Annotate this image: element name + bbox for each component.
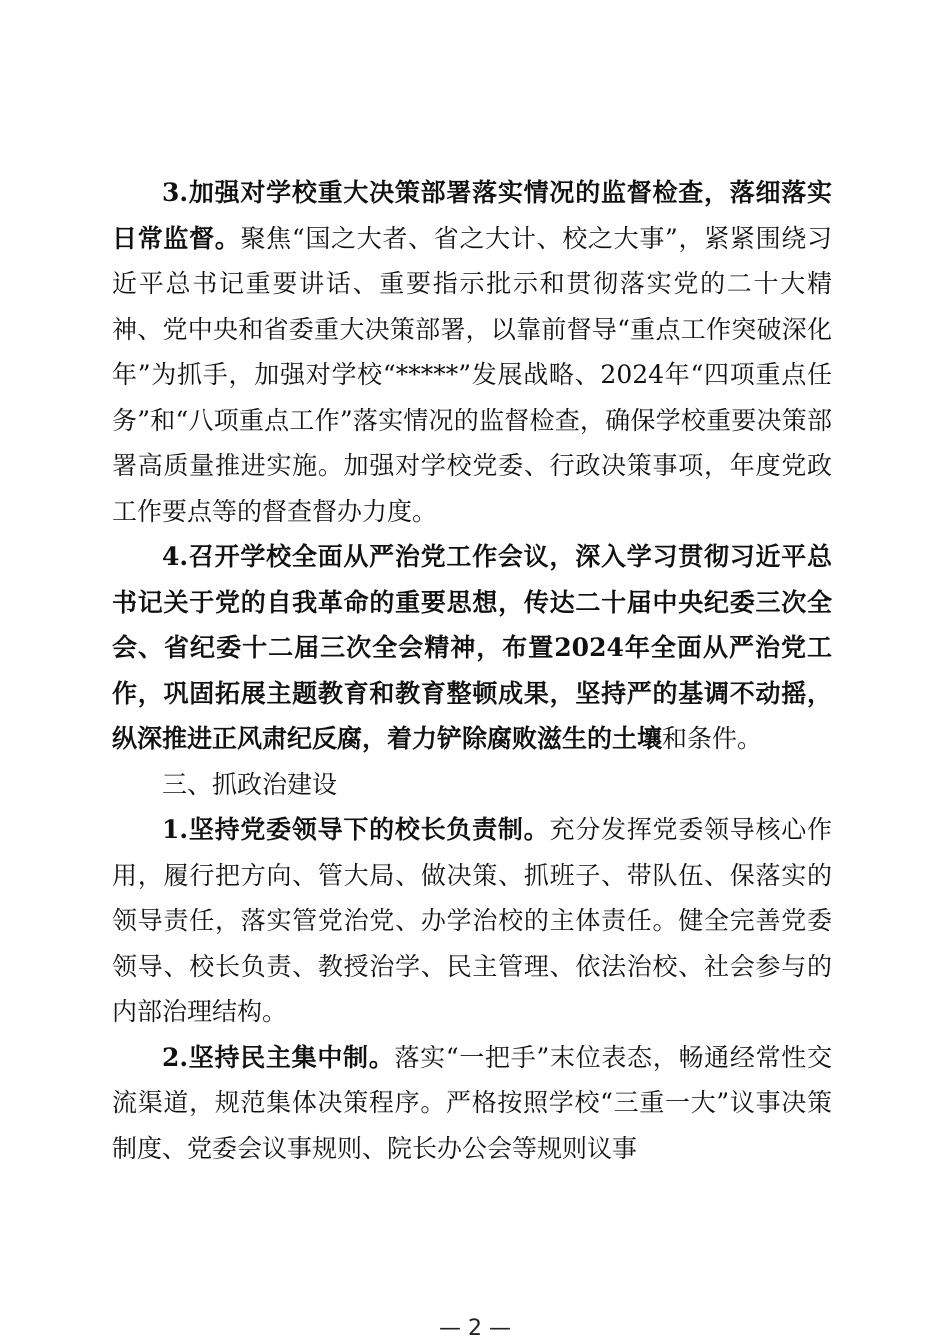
document-body bbox=[112, 170, 832, 1171]
paragraph-supervision bbox=[112, 170, 832, 534]
paragraph-heading: 1.坚持党委领导下的校长负责制。 bbox=[162, 815, 550, 844]
paragraph-heading: 2.坚持民主集中制。 bbox=[162, 1042, 395, 1072]
section-heading-text: 三、抓政治建设 bbox=[162, 769, 338, 799]
paragraph-democratic-centralism bbox=[112, 1035, 832, 1172]
paragraph-heading: 3.加强对学校重大决策部署落实情况的监督检查，落细落实日常监督。 bbox=[112, 178, 832, 253]
paragraph-text: 和条件。 bbox=[662, 724, 763, 753]
page-number: — 2 — bbox=[439, 1316, 511, 1341]
paragraph-text: 聚焦“国之大者、省之大计、校之大事”，紧紧围绕习近平总书记重要讲话、重要指示批示和贯彻落实党的二十大精神、党中央和省委重大决策部署，以靠前督导“重点工作突破深化年”为抓手，加强对学校“*****”发展战略、2024年“四项重点任务”和“八项重点工作”落实情况的监督检查，确保学校重要决策部署高质量推进实施。加强对学校党委、行政决策事项，年度党政工作要点等的督查督办力度。 bbox=[112, 223, 832, 526]
paragraph-text: 落实“一把手”末位表态，畅通经常性交流渠道，规范集体决策程序。严格按照学校“三重一大”议事决策制度、党委会议事规则、院长办公会等规则议事 bbox=[112, 1042, 832, 1163]
paragraph-meeting bbox=[112, 534, 832, 762]
section-heading bbox=[112, 762, 832, 808]
paragraph-heading: 4.召开学校全面从严治党工作会议，深入学习贯彻习近平总书记关于党的自我革命的重要思想，传达二十届中央纪委三次全会、省纪委十二届三次全会精神，布置2024年全面从严治党工作，巩固拓展主题教育和教育整顿成果，坚持严的基调不动摇，纵深推进正风肃纪反腐，着力铲除腐败滋生的土壤 bbox=[112, 542, 832, 753]
paragraph-responsibility bbox=[112, 807, 832, 1035]
paragraph-text: 充分发挥党委领导核心作用，履行把方向、管大局、做决策、抓班子、带队伍、保落实的领导责任，落实管党治党、办学治校的主体责任。健全完善党委领导、校长负责、教授治学、民主管理、依法治校、社会参与的内部治理结构。 bbox=[112, 815, 832, 1026]
